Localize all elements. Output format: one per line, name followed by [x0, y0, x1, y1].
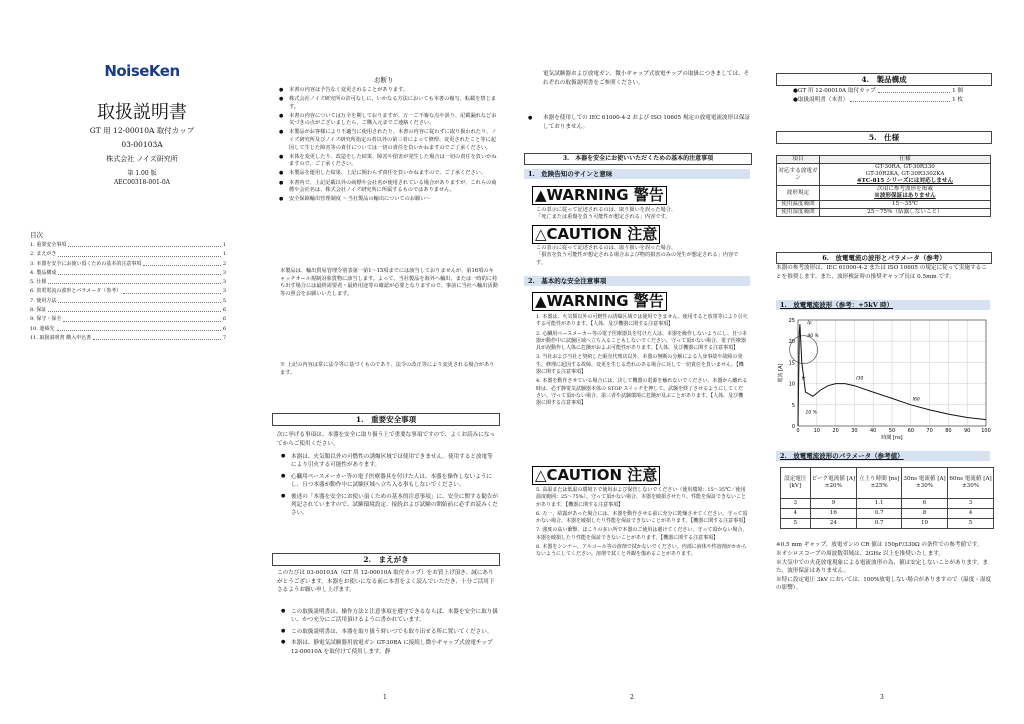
iec-note-text: 本器を使用しての IEC 61000-4-2 および ISO 10605 規定の放電電流波形は保証しておりません。 — [543, 115, 751, 130]
list-item — [279, 87, 497, 95]
param-cell: 0.7 — [857, 519, 902, 529]
param-cell: 4 — [781, 509, 811, 519]
list-item-text: 本書内で、上記記載以外の商標や会社名が使用されている場合がありますが、これらの商標や会社名は、株式会社ノイズ研究所に所属するものではありません。 — [289, 179, 497, 194]
caution-label-2 — [532, 466, 660, 485]
x-tick-label: 60 — [907, 428, 914, 434]
y-axis-label: 電流 [A] — [778, 363, 784, 383]
notice-list — [279, 87, 497, 205]
section-5-heading: 5. 仕様 — [776, 131, 992, 144]
toc-leader — [48, 306, 220, 312]
numbered-item: 4. 本器を動作させている場合には、決して機器の電源を触れないでください。本器から離れる時は、必ず静電気試験器本体の STOP スイッチを押して、試験を終了させるようにしてください。守って頂かない場合、第三者や試験環境に危険が及ぶことがあります。【人体、及び機器に関する注意事項】 — [536, 378, 748, 407]
spec-wave-label: 波形規定 — [777, 186, 820, 201]
bullet-icon: ● — [279, 87, 284, 93]
list-item — [279, 129, 497, 152]
spec-gun-label: 対応する放電ガン — [777, 164, 820, 186]
list-item-text: 後述の「本器を安全にお使い頂くための基本的注意事項」に、安全に関する勧告が列記されていますので、試験環境設定、接続および試験の開始前に必ずお読みください。 — [291, 493, 498, 517]
cover-doc-code: AEC00318-001-0A — [113, 179, 171, 186]
warning-triangle-icon: △ — [535, 466, 547, 484]
cover-product: GT 用 12-00010A 取付カップ — [89, 126, 195, 135]
x-tick-label: 30 — [851, 428, 858, 434]
x-tick-label: 50 — [888, 428, 896, 434]
chart-annotation: I60 — [912, 397, 920, 403]
toc-item-page: 6 — [222, 316, 226, 323]
chart-annotation: 90 % — [807, 333, 819, 339]
spec-gun-line: GT-30R2KA, GT-30R3302KA — [865, 171, 945, 177]
y-tick-label: 0 — [791, 424, 795, 430]
page-number: 1 — [383, 694, 387, 701]
y-tick-label: 20 — [788, 339, 795, 346]
bullet-icon: ● — [279, 179, 284, 186]
caution-list — [536, 487, 748, 561]
section-6-text: 本器の参考波形は、IEC 61000-4-2 または ISO 10605 の規定に従って実施することを推奨します。また、波形検証時の推奨ギャップ長は 0.5mm です。 — [776, 265, 987, 280]
x-tick-label: 40 — [870, 428, 877, 434]
param-cell: 9 — [810, 499, 857, 509]
toc-item-page: 5 — [222, 297, 226, 304]
product-name: ●GT 用 12-00010A 取付カップ — [793, 88, 876, 94]
product-item — [793, 96, 963, 105]
section-6-sub1: 1. 放電電流波形（参考：+5kV 時） — [776, 300, 990, 310]
spec-row-wave — [777, 186, 991, 201]
numbered-item: ※大気中での火花放電現象による電流波形の為、値は安定しないことがあります。また、波形保証はありません。 — [776, 560, 989, 574]
cover-company: 株式会社 ノイズ研究所 — [106, 155, 178, 163]
chart-annotation: tr — [801, 376, 806, 382]
toc-item — [30, 334, 226, 343]
numbered-item: 8. 本器をシンナー、アルコール等の溶剤で拭かないでください。内部に液体や性溶剤がかからないようにしてください。溶剤で拭くと外観を傷めることがあります。 — [536, 544, 747, 558]
list-item — [281, 472, 498, 490]
toc-item-label: 1. 重要安全事項 — [30, 242, 67, 248]
section-1-heading: 1. 重要安全事項 — [272, 413, 500, 426]
list-item — [279, 196, 497, 204]
toc-item — [30, 325, 226, 334]
toc-item-page: 2 — [222, 260, 226, 267]
warning-text: WARNING 警告 — [546, 186, 664, 204]
section-2-heading: 2. まえがき — [272, 553, 500, 566]
toc-item-label: 8. 保証 — [30, 307, 47, 314]
param-header-cell: 60ns 電流値 [A]±30% — [948, 468, 994, 499]
list-item — [279, 170, 497, 178]
section-2-intro: このたびは 03-00103A（GT 用 12-00010A 取付カップ）をお買上げ頂き、誠にありがとうございます。本器をお使いになる前に本書をよく読んでいただき、十分ご活用下さるようお願い申し上げます。 — [277, 570, 495, 593]
spec-header-item: 項目 — [777, 156, 820, 164]
bullet-icon: ● — [281, 627, 286, 634]
toc-item-page: 3 — [222, 279, 226, 286]
spec-hum-value: 25～75%（結露しないこと） — [820, 209, 991, 217]
toc-item-label: 11. 取扱説明書 購入申込書 — [30, 334, 92, 341]
param-cell: 24 — [810, 519, 857, 529]
spec-row-humidity — [777, 209, 991, 217]
list-item — [281, 608, 498, 625]
caution-text: CAUTION 注意 — [546, 466, 658, 484]
section-4-heading: 4. 製品構成 — [776, 73, 992, 86]
numbered-item: 7. 強度の高い衝撃、ほこりの多い所で本器のご使用は避けてください。守って頂かない場合、本器を破損したり性能を保証できないことがあります。【機器に関する注意事項】 — [536, 527, 748, 541]
warning-desc-2: 「死亡または重傷を負う可能性が想定される」内容です。 — [536, 214, 671, 220]
chart-annotation: I30 — [856, 376, 864, 382]
bullet-icon: ● — [281, 472, 286, 479]
bullet-icon: ● — [281, 492, 286, 499]
toc-item-label: 4. 製品構成 — [30, 269, 57, 276]
toc-item — [30, 269, 226, 278]
list-item-text: 本書の内容は予告なく変更されることがあります。 — [289, 87, 408, 93]
param-cell: 8 — [902, 509, 948, 519]
section-3-heading: 3. 本器を安全にお使いいただくための基本的注意事項 — [524, 153, 752, 165]
numbered-item: ※特に設定電圧 3kV においては、100%放電しない場合がありますので（温度・湿度の影響）。 — [776, 577, 992, 591]
toc-item-page: 1 — [222, 251, 226, 258]
bullet-icon: ● — [279, 129, 284, 136]
caution-label-1 — [532, 225, 660, 244]
list-item — [279, 179, 497, 195]
page-number: 2 — [630, 694, 634, 701]
bullet-icon: ● — [528, 115, 533, 121]
list-item — [279, 112, 497, 128]
spec-gun-line: GT-30RA, GT-30R330 — [875, 164, 935, 170]
warning-triangle-icon: ▲ — [535, 292, 547, 310]
section-2-list — [281, 608, 498, 659]
toc-item — [30, 287, 226, 296]
product-item — [793, 87, 963, 96]
y-tick-label: 5 — [791, 402, 795, 409]
warning-desc-1: この表示に従って記述されるのは、取り扱いを誤った場合、 — [536, 207, 677, 213]
bullet-icon: ● — [279, 196, 284, 203]
section-6-sub2: 2. 放電電流波形のパラメータ（参考値） — [776, 451, 990, 461]
toc-item-page: 6 — [222, 307, 226, 314]
list-item-text: 本製品を運用した結果、上記に関わらず責任を負いかねますので、ご了承ください。 — [289, 170, 487, 177]
y-tick-label: 10 — [788, 381, 795, 388]
warning-list — [536, 314, 748, 410]
spec-table — [776, 155, 991, 217]
cover-model: 03-00103A — [121, 140, 163, 149]
toc-item-label: 10. 連絡先 — [30, 325, 55, 332]
param-cell: 16 — [810, 509, 857, 519]
spec-table-header — [777, 156, 991, 164]
bullet-icon: ● — [281, 639, 286, 646]
toc-leader — [58, 250, 220, 256]
param-row — [781, 499, 994, 509]
numbered-item: 6. 万一、結露があった場合には、本器を動作させる前に充分に乾燥させてください。守って頂かない場合、本器を破損したり性能を保証できないことがあります。【機器に関する注意事項】 — [536, 510, 749, 525]
iec-note — [528, 114, 753, 131]
param-header-cell: 立上り時間 [ns]±25% — [857, 468, 902, 499]
bullet-icon: ● — [279, 96, 284, 103]
spec-header-value: 仕様 — [820, 156, 991, 164]
toc-item — [30, 241, 226, 250]
bullet-icon: ● — [279, 170, 284, 177]
list-item — [281, 639, 498, 656]
param-header-cell: ピーク電流値 [A]±20% — [810, 468, 857, 499]
warning-triangle-icon: △ — [535, 225, 547, 243]
product-qty: 1 枚 — [952, 97, 963, 103]
section-6-heading: 6. 放電電流の波形とパラメータ（参考） — [776, 252, 992, 264]
product-name: ●取扱説明書（本書） — [793, 97, 849, 103]
spec-temp-value: 15～35℃ — [820, 201, 991, 209]
param-header-row — [781, 468, 994, 499]
param-cell: 1.1 — [857, 499, 902, 509]
x-tick-label: 20 — [832, 428, 839, 434]
param-row — [781, 509, 994, 519]
param-cell: 4 — [948, 509, 994, 519]
x-axis-label: 時間 [ns] — [881, 435, 903, 441]
toc-item-page: 1 — [222, 242, 226, 248]
list-item-text: 本器は、火気類以外の可燃性の誘爆区域では使用できません。使用すると放電等により引火する可能性があります。 — [291, 454, 493, 469]
param-cell: 6 — [902, 499, 948, 509]
toc-leader — [58, 269, 220, 275]
x-tick-label: 0 — [796, 428, 800, 434]
warning-label-1 — [532, 186, 667, 205]
toc-item-label: 2. まえがき — [30, 251, 57, 258]
param-header-cell: 30ns 電流値 [A]±30% — [902, 468, 948, 499]
toc-item-page: 3 — [222, 288, 226, 295]
toc-item-label: 5. 仕様 — [30, 279, 47, 286]
toc-item-label: 6. 放電電流の波形とパラメータ（参考） — [30, 288, 122, 295]
param-cell: 3 — [781, 499, 811, 509]
toc-leader — [58, 297, 220, 303]
toc-item — [30, 278, 226, 287]
section-1-intro: 次に挙げる事項は、本器を安全に取り扱う上で重要な事項ですので、よくお読みになってからご使用ください。 — [277, 432, 496, 447]
notice-heading: お断り — [374, 76, 394, 84]
numbered-item: 2. 心臓用ペースメーカー等の電子医療器具を付けた人は、本器を操作しないようにし、且つ本器が動作中に試験区域へ立ち入ることもしないでください。守って頂かない場合、電子医療器具が誤動作し人体に危険がおよぶ可能性があります。【人体、及び機器に関する注意事項】 — [536, 330, 748, 352]
chart-annotation: Ip — [807, 321, 812, 327]
warning-text: WARNING 警告 — [546, 292, 664, 310]
toc-heading: 目次 — [30, 231, 43, 239]
list-item-text: この取扱説明書は、操作方法と注意事項を遵守できるならば、本器を安全に取り扱い、かつ充分にご活用頂けるように書かれています。 — [291, 609, 498, 624]
toc-leader — [143, 260, 220, 266]
param-cell: 10 — [902, 519, 948, 529]
numbered-item: 5. 高温または低温の環境下で使用および保管しないでください（使用環境：15～35℃／使用温度範囲：25～75%）。守って頂かない場合、本器を破損させたり、性能を保証できないことがあります。【機器に関する注意事項】 — [536, 487, 746, 508]
list-item — [279, 96, 497, 111]
x-tick-label: 70 — [926, 428, 933, 434]
product-qty: 1 個 — [952, 88, 963, 94]
chart-annotation: 10 % — [805, 410, 817, 416]
param-row — [781, 519, 994, 529]
toc-item — [30, 260, 226, 269]
list-item — [279, 153, 497, 169]
cover-title: 取扱説明書 — [97, 102, 187, 123]
toc-item-label: 7. 使用方法 — [30, 297, 57, 304]
waveform-chart — [776, 312, 994, 444]
bullet-icon: ● — [281, 608, 286, 614]
bullet-icon: ● — [279, 112, 284, 119]
spec-temp-label: 使用温度範囲 — [777, 201, 820, 209]
list-item-text: 株式会社ノイズ研究所の許可なしに、いかなる方法においても本書の複写、転載を禁じます。 — [289, 96, 496, 110]
y-tick-label: 15 — [788, 360, 795, 367]
caution-text: CAUTION 注意 — [546, 225, 658, 243]
toc-leader — [93, 334, 221, 340]
param-cell: 5 — [781, 519, 811, 529]
page-number: 3 — [880, 694, 884, 701]
list-item-text: 本製品がお客様により不適当に使用されたり、本書の内容に従わずに取り扱われたり、ノイズ研究所及びノイズ研究所指定の者以外の第三者によって修理、変更されたこと等に起因して生じた障害等の責任については一切の責任を負いかねますのでご了承ください。 — [289, 129, 497, 151]
spec-hum-label: 使用湿度範囲 — [777, 209, 820, 217]
numbered-item: ※0.5 mm ギャップ、放電ガンの CR 値は 150pF/330Ω の条件での参考値です。 — [776, 542, 983, 548]
toc-item — [30, 306, 226, 315]
toc-leader — [123, 287, 221, 293]
toc-item-page: 7 — [222, 334, 226, 341]
table-of-contents — [30, 241, 226, 343]
spec-wave-value — [820, 186, 991, 201]
spec-gun-line: ※TC-815 シリーズには対応しません — [856, 178, 954, 184]
param-cell: 5 — [948, 519, 994, 529]
toc-item-label: 3. 本器を安全にお使い頂くための基本的注意事項 — [30, 260, 142, 267]
numbered-item: ※オシロスコープの周波数帯域は、2GHz 以上を推奨いたします。 — [776, 551, 944, 557]
product-leader — [878, 87, 950, 93]
toc-item-page: 3 — [222, 269, 226, 276]
list-item — [281, 453, 498, 470]
notes-list — [776, 541, 994, 593]
product-list — [793, 87, 963, 105]
list-item-text: 本体を変更したり、改造をした結果、障害や損害が発生した場合は一切の責任を負いかねますので、ご了承ください。 — [289, 153, 497, 168]
list-item-text: 本器は、静電気試験器用放電ガン GT-30RA に接続し微小ギャップ式放電チップ 12-00010A を取付けて使用します。静 — [291, 640, 493, 655]
section-3-sub2: 2. 基本的な安全注意事項 — [524, 276, 750, 286]
x-tick-label: 100 — [981, 428, 991, 434]
param-cell: 3 — [948, 499, 994, 509]
toc-item — [30, 250, 226, 259]
section-3-sub1: 1. 危険告知のサインと意味 — [524, 169, 750, 179]
toc-item — [30, 297, 226, 306]
bullet-icon: ● — [281, 453, 286, 459]
bullet-icon: ● — [279, 153, 284, 160]
spec-wave-line: ※波形保証はありません — [874, 193, 936, 199]
warning-label-2 — [532, 292, 667, 311]
list-item — [281, 627, 498, 636]
caution-desc-2: 「損害を負う可能性が想定される場合および物的損害のみの発生が想定される」内容です。 — [536, 252, 739, 266]
export-note: ※ 上記の内容は常に法令等に基づくものであり、法令の改正等により変更される場合があります。 — [280, 362, 495, 376]
x-tick-label: 90 — [964, 428, 971, 434]
numbered-item: 3. 当社および当社と契約した販売代理店以外、本器の無断の分解による人身事故や故障の発生、修理に起因する故障、変更を生じる恐れのある場合に対して一切責任を負いません。【機器に関する注意事項】 — [536, 354, 744, 376]
spec-row-temp — [777, 201, 991, 209]
x-tick-label: 10 — [813, 428, 820, 434]
toc-item-label: 9. 保守・保全 — [30, 316, 62, 323]
list-item-text: 安全保障輸出管理制度 ～当社製品の輸出についてのお願い～ — [289, 196, 431, 203]
list-item — [281, 492, 498, 518]
numbered-item: 1. 本器は、火気類以外の可燃性の誘爆区域では使用できません。使用すると放電等により引火する可能性があります。【人体、及び機器に関する注意事項】 — [536, 314, 748, 328]
toc-leader — [63, 315, 220, 321]
param-cell: 0.7 — [857, 509, 902, 519]
x-tick-label: 80 — [945, 428, 952, 434]
cover-edition: 第 1.00 版 — [127, 170, 157, 177]
spec-wave-line: 次項に参考波形を掲載 — [877, 186, 933, 192]
export-text: 本製品は、輸出貿易管理令別表第一第1～15項までには該当しておりませんが、第16項のキャッチオール規制対象貨物に該当します。よって、当社製品を海外へ輸出、または一時的に持ち出す場合には最終需要者・最終用途等の確認が必要となりますので、事前に当社へ輸出活動等の照会をお願いいたします。 — [280, 268, 498, 297]
caution-desc-1: この表示に従って記述されるのは、取り扱いを誤った場合、 — [536, 245, 677, 251]
y-tick-label: 25 — [788, 318, 795, 324]
toc-leader — [68, 241, 220, 247]
product-leader — [850, 96, 950, 102]
spec-row-gun — [777, 164, 991, 186]
list-item-text: 本書の内容については万全を期しておりますが、万一ご不審な点や誤り、記載漏れなどお気づきの点がございましたら、ご購入元までご連絡ください。 — [289, 112, 497, 127]
cover-logo: NoiseKen — [104, 62, 180, 80]
warning-triangle-icon: ▲ — [535, 186, 547, 204]
param-header-cell: 設定電圧 [kV] — [781, 468, 811, 499]
list-item-text: 心臓用ペースメーカー等の電子医療器具を付けた人は、本器を操作しないようにし、且つ本器が動作中に試験区域へ立ち入る事もしないでください。 — [291, 473, 492, 489]
toc-leader — [57, 325, 221, 331]
toc-leader — [48, 278, 220, 284]
section-1-list — [281, 453, 498, 521]
spec-gun-value — [820, 164, 991, 186]
parameter-table — [780, 467, 994, 529]
col3-top-text: 電気試験器および放電ガン、微小ギャップ式放電チップの取扱につきましては、それぞれの取扱説明書をご参照ください。 — [543, 71, 750, 86]
toc-item-page: 6 — [222, 325, 226, 332]
list-item-text: この取扱説明書は、本器を取り扱う時いつでも取り出せる所に置いてください。 — [291, 628, 493, 635]
toc-item — [30, 315, 226, 324]
